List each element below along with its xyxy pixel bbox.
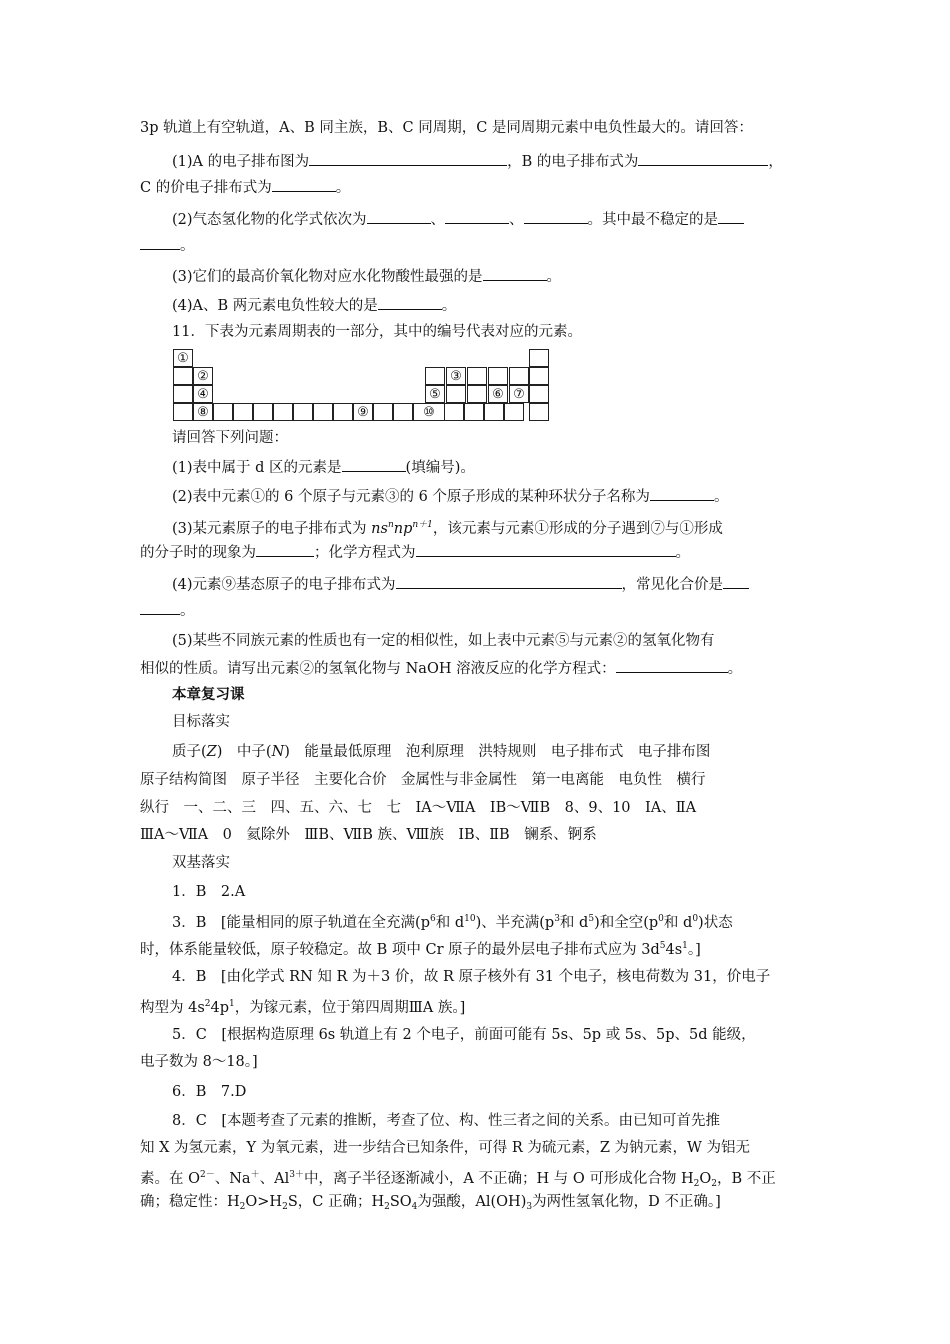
answer-4-line-2: 构型为 $4s^24p^1$，为镓元素，位于第四周期ⅢA 族。]: [140, 999, 466, 1016]
table-cell: [293, 403, 313, 421]
table-cell: [464, 403, 484, 421]
table-cell: [425, 367, 445, 385]
q11-5-line: (5)某些不同族元素的性质也有一定的相似性，如上表中元素⑤与元素②的氢氧化物有: [172, 633, 715, 649]
table-cell: ④: [193, 385, 213, 403]
question-11: 11．下表为元素周期表的一部分，其中的编号代表对应的元素。: [172, 324, 582, 340]
table-cell: [529, 349, 549, 367]
q11-4-line-2: 。: [140, 600, 195, 621]
q11-3-line: (3)某元素原子的电子排布式为 $ns^nnp^{n+1}$，该元素与元素①形成的分子遇到⑦与①形成: [172, 520, 723, 537]
answer-5: 5．C [根据构造原理 6s 轨道上有 2 个电子，前面可能有 5s、5p 或 5s、5p、5d 能级，: [172, 1027, 756, 1043]
q11-4-line: (4)元素⑨基态原子的电子排布式为 ，常见化合价是: [172, 574, 749, 595]
q2-line: (2)气态氢化物的化学式依次为 、 、 。其中最不稳定的是: [172, 209, 744, 230]
answer-blank[interactable]: [272, 177, 336, 192]
periodic-table: [173, 349, 549, 427]
table-cell: ⑥: [488, 385, 508, 403]
table-cell: [446, 385, 466, 403]
q1-line: (1)A 的电子排布图为 ，B 的电子排布式为 ，: [172, 151, 783, 172]
table-cell: [467, 367, 487, 385]
answer-blank[interactable]: [650, 486, 714, 501]
answer-3-line-2: 时，体系能量较低，原子较稳定。故 B 项中 Cr 原子的最外层电子排布式应为 $3d^54s^1$。]: [140, 941, 701, 958]
answer-8: 8．C [本题考查了元素的推断，考查了位、构、性三者之间的关系。由已知可首先推: [172, 1113, 720, 1129]
answer-blank[interactable]: [718, 209, 744, 224]
table-cell: [313, 403, 333, 421]
table-cell: [173, 367, 193, 385]
table-cell: [529, 403, 549, 421]
answer-8-line-2: 知 X 为氢元素，Y 为氧元素，进一步结合已知条件，可得 R 为硫元素，Z 为钠元素，W 为铝无: [140, 1140, 751, 1156]
table-cell: ②: [193, 367, 213, 385]
answer-blank[interactable]: [140, 235, 180, 250]
table-cell: ③: [446, 367, 466, 385]
answer-3: 3．B [能量相同的原子轨道在全充满($p^6$和 $d^{10}$)、半充满($p^3$和 $d^5$)和全空($p^0$和 $d^0$)状态: [172, 914, 733, 931]
table-cell: ⑤: [425, 385, 445, 403]
answer-blank[interactable]: [309, 151, 507, 166]
table-cell: [173, 385, 193, 403]
answer-line: 1．B 2.A: [172, 884, 246, 900]
answer-blank[interactable]: [483, 266, 547, 281]
answer-8-line-3: 素。在 $O^{2-}$、Na＋、$Al^{3+}$中，离子半径逐渐减小，A 不正确；H 与 O 可形成化合物 $H_2O_2$，B 不正: [140, 1170, 776, 1189]
answer-blank[interactable]: [140, 600, 180, 615]
table-cell: [253, 403, 273, 421]
answer-blank[interactable]: [416, 542, 676, 557]
table-cell: [273, 403, 293, 421]
answer-blank[interactable]: [256, 542, 314, 557]
answer-row: 纵行 一、二、三 四、五、六、七 七 ⅠA～ⅦA ⅠB～ⅦB 8、9、10 ⅠA、ⅡA: [140, 800, 697, 816]
sub-heading: 目标落实: [172, 714, 230, 730]
q11-3-line-2: 的分子时的现象为 ；化学方程式为 。: [140, 542, 690, 563]
answer-line: 6．B 7.D: [172, 1084, 247, 1100]
text-line: 请回答下列问题：: [172, 430, 288, 446]
answer-5-line-2: 电子数为 8～18。]: [140, 1054, 258, 1070]
q2-line-2: 。: [140, 235, 195, 256]
table-cell: [333, 403, 353, 421]
answer-blank[interactable]: [616, 658, 728, 673]
answer-4: 4．B [由化学式 RN 知 R 为＋3 价，故 R 原子核外有 31 个电子，核电荷数为 31，价电子: [172, 969, 771, 985]
answer-blank[interactable]: [723, 574, 749, 589]
answer-8-line-4: 确；稳定性：$H_2O>H_2S$，C 正确；$H_2SO_4$为强酸，$Al(OH)_3$为两性氢氧化物，D 不正确。]: [140, 1194, 721, 1212]
q3-line: (3)它们的最高价氧化物对应水化物酸性最强的是 。: [172, 266, 561, 287]
answer-row: 原子结构简图 原子半径 主要化合价 金属性与非金属性 第一电离能 电负性 横行: [140, 772, 706, 788]
table-cell: ①: [173, 349, 193, 367]
table-cell: [373, 403, 393, 421]
answer-row: 质子(Z) 中子(N) 能量最低原理 泡利原理 洪特规则 电子排布式 电子排布图: [172, 744, 711, 760]
q1-line-2: C 的价电子排布式为 。: [140, 177, 350, 198]
table-cell: [484, 403, 504, 421]
answer-row: ⅢA～ⅦA 0 氦除外 ⅢB、ⅦB 族、Ⅷ族 ⅠB、ⅡB 镧系、锕系: [140, 827, 597, 843]
answer-blank[interactable]: [342, 457, 406, 472]
q11-1-line: (1)表中属于 d 区的元素是 (填编号)。: [172, 457, 475, 478]
table-cell: [393, 403, 413, 421]
table-cell: [444, 403, 464, 421]
answer-blank[interactable]: [638, 151, 768, 166]
table-cell: [488, 367, 508, 385]
table-cell: [504, 403, 524, 421]
table-cell: [233, 403, 253, 421]
q11-2-line: (2)表中元素①的 6 个原子与元素③的 6 个原子形成的某种环状分子名称为 。: [172, 486, 728, 507]
table-cell: [467, 385, 487, 403]
section-heading: 本章复习课: [172, 687, 245, 703]
answer-blank[interactable]: [367, 209, 431, 224]
table-cell: [529, 385, 549, 403]
answer-blank[interactable]: [378, 295, 442, 310]
text-line: 3p 轨道上有空轨道，A、B 同主族，B、C 同周期，C 是同周期元素中电负性最大的。请回答：: [140, 120, 753, 136]
sub-heading: 双基落实: [172, 855, 230, 871]
table-cell: ⑦: [509, 385, 529, 403]
q11-5-line-2: 相似的性质。请写出元素②的氢氧化物与 NaOH 溶液反应的化学方程式： 。: [140, 658, 742, 679]
answer-blank[interactable]: [524, 209, 588, 224]
table-cell: [173, 403, 193, 421]
answer-blank[interactable]: [396, 574, 622, 589]
table-cell: [509, 367, 529, 385]
q4-line: (4)A、B 两元素电负性较大的是 。: [172, 295, 456, 316]
table-cell: ⑧: [193, 403, 213, 421]
table-cell: ⑨: [353, 403, 373, 421]
answer-blank[interactable]: [445, 209, 509, 224]
table-cell: [213, 403, 233, 421]
table-cell: ⑩: [413, 403, 445, 421]
table-cell: [529, 367, 549, 385]
